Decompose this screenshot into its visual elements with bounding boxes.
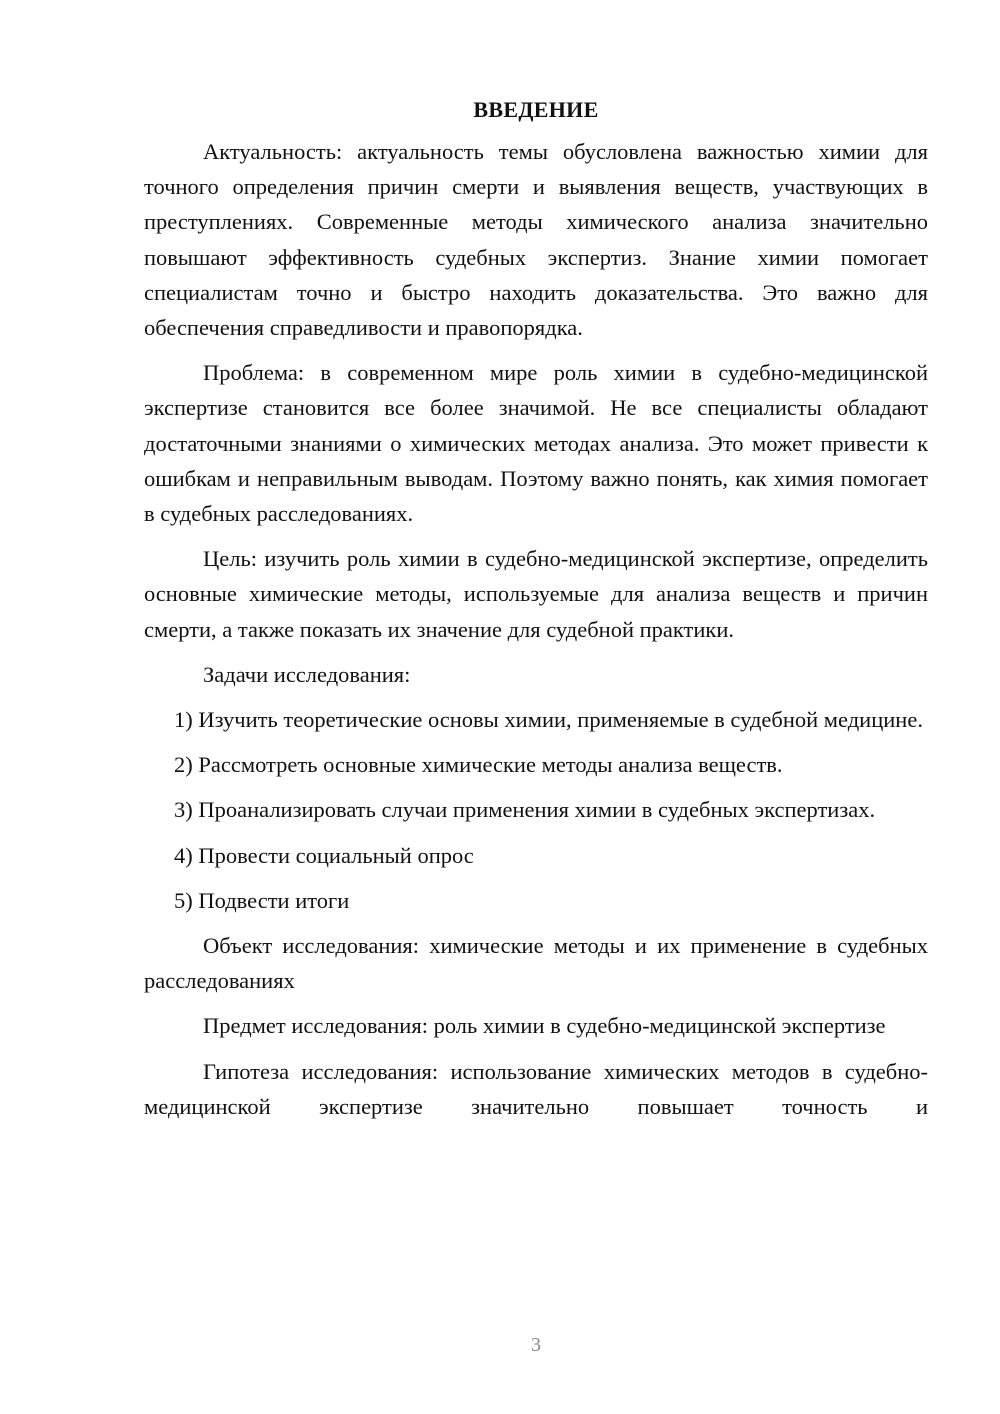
paragraph-object: Объект исследования: химические методы и их применение в судебных расследованиях xyxy=(144,933,928,994)
task-item-3: 3) Проанализировать случаи применения химии в судебных экспертизах. xyxy=(174,797,876,823)
paragraph-subject: Предмет исследования: роль химии в судебно-медицинской экспертизе xyxy=(203,1013,886,1039)
paragraph-relevance: Актуальность: актуальность темы обусловлена важностью химии для точного определения причин смерти и выявления веществ, участвующих в преступлениях. Современные методы химического анализа значительно повышают эффективность судебных экспертиз. Знание химии помогает специалистам точно и быстро находить доказательства. Это важно для обеспечения справедливости и правопорядка. xyxy=(144,139,928,341)
task-item-1: 1) Изучить теоретические основы химии, применяемые в судебной медицине. xyxy=(174,707,923,733)
paragraph-goal: Цель: изучить роль химии в судебно-медицинской экспертизе, определить основные химические методы, используемые для анализа веществ и причин смерти, а также показать их значение для судебной практики. xyxy=(144,546,928,642)
task-item-5: 5) Подвести итоги xyxy=(174,887,350,913)
task-item-2: 2) Рассмотреть основные химические методы анализа веществ. xyxy=(174,752,783,778)
section-title: ВВЕДЕНИЕ xyxy=(473,97,599,122)
paragraph-problem: Проблема: в современном мире роль химии в судебно-медицинской экспертизе становится все более значимой. Не все специалисты обладают достаточными знаниями о химических методах анализа. Это может привести к ошибкам и неправильным выводам. Поэтому важно понять, как химия помогает в судебных расследованиях. xyxy=(144,360,928,527)
document-page xyxy=(144,96,928,1134)
paragraph-hypothesis: Гипотеза исследования: использование химических методов в судебно-медицинской экспертизе значительно повышает точность и xyxy=(144,1058,928,1119)
page-number: 3 xyxy=(531,1334,541,1356)
tasks-heading: Задачи исследования: xyxy=(203,661,411,687)
task-item-4: 4) Провести социальный опрос xyxy=(174,842,474,868)
